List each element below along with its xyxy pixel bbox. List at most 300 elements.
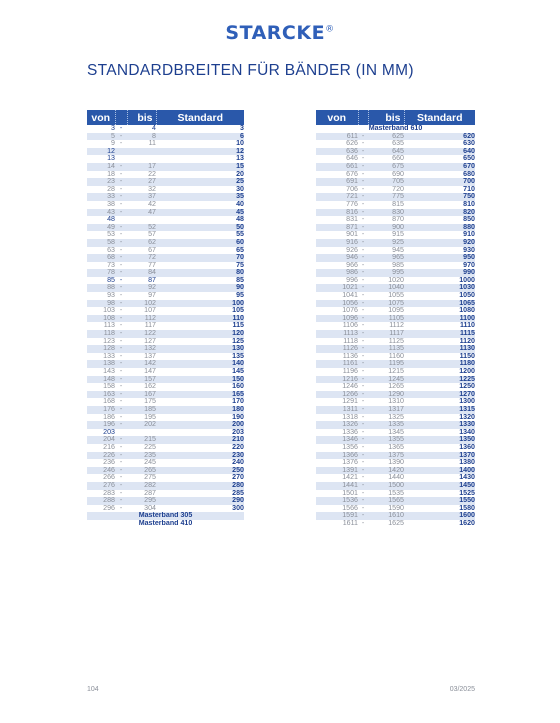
bis-cell: 147 <box>127 368 156 376</box>
table-row <box>316 140 475 148</box>
von-cell: 986 <box>316 269 358 277</box>
table-row <box>316 421 475 429</box>
bis-cell: 1195 <box>368 360 404 368</box>
range-dash: - <box>115 239 127 247</box>
range-dash: - <box>358 171 368 179</box>
header-bis: bis <box>368 110 404 125</box>
standard-cell: 750 <box>404 193 475 201</box>
range-dash: - <box>358 421 368 429</box>
von-cell: 128 <box>87 345 115 353</box>
range-dash: - <box>115 186 127 194</box>
standard-cell: 135 <box>156 353 244 361</box>
bis-cell: 32 <box>127 186 156 194</box>
range-dash: - <box>115 292 127 300</box>
bis-cell: 4 <box>127 125 156 133</box>
range-dash: - <box>115 171 127 179</box>
von-cell: 1536 <box>316 497 358 505</box>
standard-cell: 13 <box>156 155 244 163</box>
von-cell: 63 <box>87 247 115 255</box>
range-dash: - <box>358 436 368 444</box>
standard-cell: 1065 <box>404 300 475 308</box>
header-bis: bis <box>127 110 156 125</box>
range-dash: - <box>358 459 368 467</box>
von-cell: 926 <box>316 247 358 255</box>
range-dash: - <box>358 193 368 201</box>
table-row <box>87 231 244 239</box>
range-dash: - <box>115 330 127 338</box>
range-dash: - <box>115 133 127 141</box>
von-cell: 168 <box>87 398 115 406</box>
standard-cell: 1200 <box>404 368 475 376</box>
standard-cell: 1370 <box>404 452 475 460</box>
von-cell: 85 <box>87 277 115 285</box>
bis-cell: 102 <box>127 300 156 308</box>
bis-cell: 945 <box>368 247 404 255</box>
range-dash: - <box>358 178 368 186</box>
von-cell: 98 <box>87 300 115 308</box>
range-dash: - <box>358 322 368 330</box>
bis-cell: 1105 <box>368 315 404 323</box>
bis-cell: 815 <box>368 201 404 209</box>
standard-cell: 170 <box>156 398 244 406</box>
standard-cell: 75 <box>156 262 244 270</box>
von-cell: 93 <box>87 292 115 300</box>
range-dash: - <box>358 360 368 368</box>
von-cell: 831 <box>316 216 358 224</box>
bis-cell: 1590 <box>368 505 404 513</box>
range-dash <box>115 216 127 224</box>
standard-cell: 220 <box>156 444 244 452</box>
left-standard-widths-table <box>87 110 244 527</box>
table-row <box>316 277 475 285</box>
bis-cell: 122 <box>127 330 156 338</box>
standard-cell: 180 <box>156 406 244 414</box>
table-row <box>87 452 244 460</box>
range-dash: - <box>115 497 127 505</box>
table-header-row <box>316 110 475 125</box>
range-dash: - <box>115 269 127 277</box>
bis-cell: 1245 <box>368 376 404 384</box>
range-dash: - <box>358 269 368 277</box>
table-row <box>87 383 244 391</box>
standard-cell: 10 <box>156 140 244 148</box>
table-row <box>316 148 475 156</box>
bis-cell: 77 <box>127 262 156 270</box>
standard-cell: 620 <box>404 133 475 141</box>
range-dash: - <box>115 490 127 498</box>
bis-cell: 185 <box>127 406 156 414</box>
standard-cell: 45 <box>156 209 244 217</box>
standard-cell: 240 <box>156 459 244 467</box>
bis-cell: 22 <box>127 171 156 179</box>
table-row <box>316 512 475 520</box>
bis-cell: 225 <box>127 444 156 452</box>
range-dash: - <box>115 376 127 384</box>
masterband-row <box>87 520 244 528</box>
bis-cell: 625 <box>368 133 404 141</box>
bis-cell: 295 <box>127 497 156 505</box>
table-row <box>87 353 244 361</box>
standard-cell: 1600 <box>404 512 475 520</box>
standard-cell: 650 <box>404 155 475 163</box>
bis-cell: 1325 <box>368 414 404 422</box>
range-dash: - <box>115 247 127 255</box>
von-cell: 611 <box>316 133 358 141</box>
von-cell: 946 <box>316 254 358 262</box>
von-cell: 1136 <box>316 353 358 361</box>
range-dash: - <box>358 163 368 171</box>
bis-cell: 1075 <box>368 300 404 308</box>
bis-cell: 965 <box>368 254 404 262</box>
table-row <box>87 345 244 353</box>
von-cell: 871 <box>316 224 358 232</box>
von-cell: 12 <box>87 148 115 156</box>
bis-cell: 84 <box>127 269 156 277</box>
standard-cell: 55 <box>156 231 244 239</box>
standard-cell: 930 <box>404 247 475 255</box>
table-row <box>87 338 244 346</box>
bis-cell: 1317 <box>368 406 404 414</box>
bis-cell: 62 <box>127 239 156 247</box>
standard-cell: 48 <box>156 216 244 224</box>
table-row <box>87 459 244 467</box>
range-dash: - <box>115 254 127 262</box>
von-cell: 636 <box>316 148 358 156</box>
range-dash: - <box>358 330 368 338</box>
masterband-label: Masterband 305 <box>87 512 244 520</box>
von-cell: 288 <box>87 497 115 505</box>
bis-cell: 1215 <box>368 368 404 376</box>
bis-cell: 275 <box>127 474 156 482</box>
standard-cell: 1550 <box>404 497 475 505</box>
bis-cell: 282 <box>127 482 156 490</box>
von-cell: 103 <box>87 307 115 315</box>
table-row <box>316 330 475 338</box>
standard-cell: 1080 <box>404 307 475 315</box>
header-spacer <box>115 110 127 125</box>
bis-cell: 1117 <box>368 330 404 338</box>
range-dash: - <box>358 406 368 414</box>
standard-cell: 1115 <box>404 330 475 338</box>
standard-cell: 1340 <box>404 429 475 437</box>
range-dash: - <box>115 398 127 406</box>
range-dash: - <box>115 322 127 330</box>
von-cell: 38 <box>87 201 115 209</box>
von-cell: 138 <box>87 360 115 368</box>
table-row <box>87 171 244 179</box>
range-dash: - <box>358 345 368 353</box>
von-cell: 1591 <box>316 512 358 520</box>
range-dash: - <box>115 125 127 133</box>
table-row <box>87 178 244 186</box>
standard-cell: 250 <box>156 467 244 475</box>
range-dash: - <box>358 505 368 513</box>
bis-cell: 985 <box>368 262 404 270</box>
von-cell: 1216 <box>316 376 358 384</box>
range-dash: - <box>115 224 127 232</box>
standard-cell: 1380 <box>404 459 475 467</box>
von-cell: 143 <box>87 368 115 376</box>
standard-cell: 1360 <box>404 444 475 452</box>
range-dash: - <box>115 391 127 399</box>
von-cell: 661 <box>316 163 358 171</box>
range-dash: - <box>358 224 368 232</box>
von-cell: 246 <box>87 467 115 475</box>
table-row <box>316 391 475 399</box>
table-row <box>316 315 475 323</box>
standard-cell: 210 <box>156 436 244 444</box>
table-row <box>316 262 475 270</box>
range-dash: - <box>115 414 127 422</box>
standard-cell: 910 <box>404 231 475 239</box>
range-dash: - <box>358 490 368 498</box>
von-cell: 676 <box>316 171 358 179</box>
bis-cell <box>127 429 156 437</box>
table-row <box>316 322 475 330</box>
table-row <box>316 459 475 467</box>
table-row <box>87 247 244 255</box>
bis-cell <box>127 155 156 163</box>
von-cell: 3 <box>87 125 115 133</box>
range-dash: - <box>358 254 368 262</box>
table-row <box>316 360 475 368</box>
table-row <box>316 497 475 505</box>
range-dash: - <box>115 482 127 490</box>
range-dash: - <box>358 315 368 323</box>
von-cell: 1161 <box>316 360 358 368</box>
bis-cell: 1055 <box>368 292 404 300</box>
table-row <box>87 391 244 399</box>
range-dash: - <box>358 353 368 361</box>
table-row <box>87 414 244 422</box>
range-dash: - <box>115 209 127 217</box>
table-row <box>87 482 244 490</box>
von-cell: 196 <box>87 421 115 429</box>
table-row <box>87 300 244 308</box>
standard-cell: 1320 <box>404 414 475 422</box>
range-dash: - <box>358 292 368 300</box>
standard-cell: 290 <box>156 497 244 505</box>
table-row <box>87 505 244 513</box>
range-dash: - <box>115 277 127 285</box>
table-row <box>87 315 244 323</box>
von-cell: 13 <box>87 155 115 163</box>
bis-cell: 1345 <box>368 429 404 437</box>
range-dash: - <box>358 398 368 406</box>
header-von: von <box>87 110 115 125</box>
standard-cell: 165 <box>156 391 244 399</box>
table-row <box>87 330 244 338</box>
von-cell: 53 <box>87 231 115 239</box>
range-dash: - <box>115 421 127 429</box>
table-row <box>316 209 475 217</box>
von-cell: 1246 <box>316 383 358 391</box>
table-row <box>316 193 475 201</box>
range-dash: - <box>115 505 127 513</box>
von-cell: 1421 <box>316 474 358 482</box>
standard-cell: 230 <box>156 452 244 460</box>
von-cell: 276 <box>87 482 115 490</box>
von-cell: 163 <box>87 391 115 399</box>
table-row <box>87 497 244 505</box>
table-row <box>316 474 475 482</box>
bis-cell: 635 <box>368 140 404 148</box>
range-dash: - <box>115 140 127 148</box>
table-row <box>87 421 244 429</box>
table-row <box>87 133 244 141</box>
von-cell: 1196 <box>316 368 358 376</box>
table-row <box>87 429 244 437</box>
bis-cell: 202 <box>127 421 156 429</box>
standard-cell: 1100 <box>404 315 475 323</box>
bis-cell: 265 <box>127 467 156 475</box>
von-cell: 1501 <box>316 490 358 498</box>
masterband-label: Masterband 410 <box>87 520 244 528</box>
standard-cell: 1030 <box>404 284 475 292</box>
range-dash: - <box>115 300 127 308</box>
standard-cell: 1000 <box>404 277 475 285</box>
table-row <box>316 467 475 475</box>
table-header-row <box>87 110 244 125</box>
range-dash: - <box>358 414 368 422</box>
standard-cell: 1525 <box>404 490 475 498</box>
von-cell: 23 <box>87 178 115 186</box>
von-cell: 1266 <box>316 391 358 399</box>
bis-cell: 1500 <box>368 482 404 490</box>
von-cell: 626 <box>316 140 358 148</box>
von-cell: 996 <box>316 277 358 285</box>
bis-cell: 52 <box>127 224 156 232</box>
bis-cell: 57 <box>127 231 156 239</box>
standard-cell: 6 <box>156 133 244 141</box>
range-dash: - <box>115 383 127 391</box>
standard-cell: 150 <box>156 376 244 384</box>
table-row <box>316 224 475 232</box>
table-row <box>316 436 475 444</box>
standard-cell: 80 <box>156 269 244 277</box>
bis-cell <box>127 148 156 156</box>
standard-cell: 970 <box>404 262 475 270</box>
table-row <box>316 300 475 308</box>
bis-cell: 1040 <box>368 284 404 292</box>
bis-cell: 1335 <box>368 421 404 429</box>
range-dash <box>115 429 127 437</box>
bis-cell: 1125 <box>368 338 404 346</box>
range-dash: - <box>115 178 127 186</box>
von-cell: 1566 <box>316 505 358 513</box>
standard-cell: 160 <box>156 383 244 391</box>
bis-cell: 1365 <box>368 444 404 452</box>
table-row <box>87 474 244 482</box>
standard-cell: 140 <box>156 360 244 368</box>
table-row <box>316 353 475 361</box>
standard-cell: 990 <box>404 269 475 277</box>
table-row <box>87 322 244 330</box>
standard-cell: 1300 <box>404 398 475 406</box>
bis-cell: 925 <box>368 239 404 247</box>
range-dash: - <box>115 474 127 482</box>
bis-cell: 195 <box>127 414 156 422</box>
von-cell: 296 <box>87 505 115 513</box>
range-dash: - <box>358 209 368 217</box>
von-cell: 916 <box>316 239 358 247</box>
range-dash: - <box>358 368 368 376</box>
bis-cell: 245 <box>127 459 156 467</box>
range-dash: - <box>358 520 368 528</box>
standard-cell: 1050 <box>404 292 475 300</box>
starcke-logo <box>0 22 560 44</box>
bis-cell: 92 <box>127 284 156 292</box>
von-cell: 283 <box>87 490 115 498</box>
table-row <box>316 383 475 391</box>
von-cell: 33 <box>87 193 115 201</box>
table-row <box>316 269 475 277</box>
von-cell: 88 <box>87 284 115 292</box>
range-dash: - <box>115 436 127 444</box>
table-row <box>87 186 244 194</box>
bis-cell: 995 <box>368 269 404 277</box>
bis-cell: 37 <box>127 193 156 201</box>
table-row <box>87 155 244 163</box>
standard-cell: 145 <box>156 368 244 376</box>
bis-cell: 132 <box>127 345 156 353</box>
bis-cell: 215 <box>127 436 156 444</box>
von-cell: 1611 <box>316 520 358 528</box>
standard-cell: 700 <box>404 178 475 186</box>
bis-cell: 830 <box>368 209 404 217</box>
standard-cell: 300 <box>156 505 244 513</box>
standard-cell: 920 <box>404 239 475 247</box>
right-standard-widths-table <box>316 110 475 527</box>
range-dash: - <box>115 262 127 270</box>
bis-cell: 17 <box>127 163 156 171</box>
bis-cell: 1160 <box>368 353 404 361</box>
standard-cell: 85 <box>156 277 244 285</box>
von-cell: 204 <box>87 436 115 444</box>
standard-cell: 3 <box>156 125 244 133</box>
range-dash: - <box>358 155 368 163</box>
von-cell: 1318 <box>316 414 358 422</box>
table-row <box>87 163 244 171</box>
header-standard: Standard <box>404 110 475 125</box>
standard-cell: 950 <box>404 254 475 262</box>
range-dash: - <box>358 262 368 270</box>
table-row <box>87 368 244 376</box>
bis-cell: 1290 <box>368 391 404 399</box>
range-dash: - <box>358 429 368 437</box>
page-number: 104 <box>87 686 99 693</box>
table-row <box>316 178 475 186</box>
range-dash: - <box>358 512 368 520</box>
table-row <box>316 490 475 498</box>
bis-cell: 915 <box>368 231 404 239</box>
standard-cell: 100 <box>156 300 244 308</box>
registered-mark: ® <box>325 24 335 35</box>
von-cell: 966 <box>316 262 358 270</box>
standard-cell: 280 <box>156 482 244 490</box>
standard-cell: 1330 <box>404 421 475 429</box>
range-dash: - <box>358 186 368 194</box>
von-cell: 5 <box>87 133 115 141</box>
standard-cell: 190 <box>156 414 244 422</box>
standard-cell: 1620 <box>404 520 475 528</box>
standard-cell: 1315 <box>404 406 475 414</box>
range-dash: - <box>115 345 127 353</box>
von-cell: 901 <box>316 231 358 239</box>
table-row <box>87 148 244 156</box>
von-cell: 776 <box>316 201 358 209</box>
von-cell: 1096 <box>316 315 358 323</box>
